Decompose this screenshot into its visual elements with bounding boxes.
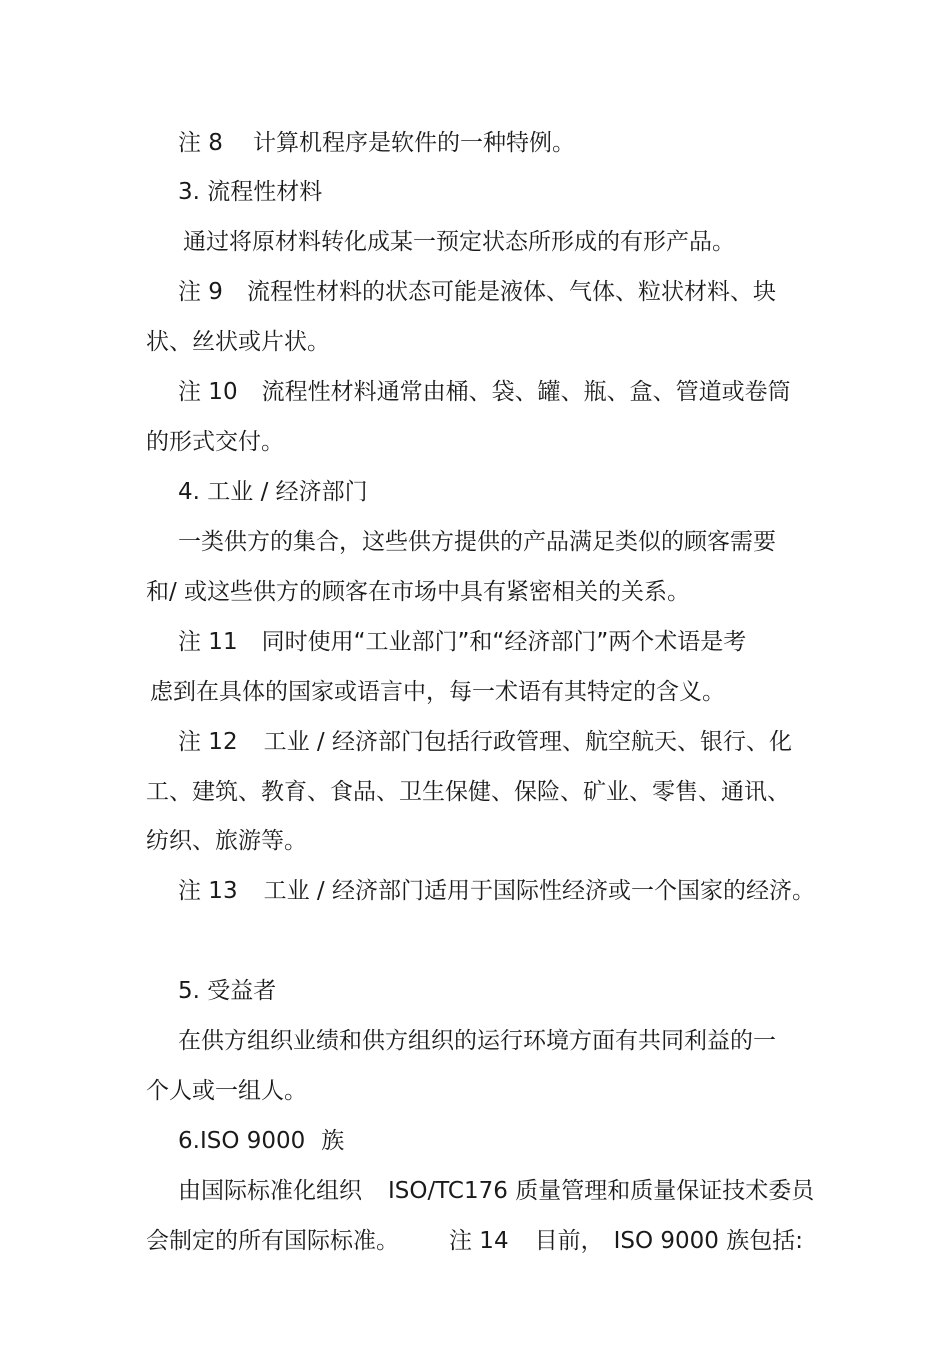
note-label: 注 10 [178, 379, 238, 405]
note-label: 注 9 [178, 279, 223, 305]
note-11-continued: 虑到在具体的国家或语言中，每一术语有其特定的含义。 [150, 679, 725, 705]
text-part: ISO/TC176 质量管理和质量保证技术委员 [388, 1178, 815, 1204]
note-text: 工业 / 经济部门包括行政管理、航空航天、银行、化 [263, 729, 792, 755]
note-label: 注 14 [449, 1228, 509, 1254]
note-label: 注 12 [178, 729, 238, 755]
note-12 [178, 727, 792, 757]
note-text: 目前， [534, 1228, 604, 1254]
note-text: 流程性材料通常由桶、袋、罐、瓶、盒、管道或卷筒 [261, 379, 791, 405]
definition-text [178, 1176, 814, 1206]
note-label: 注 13 [178, 878, 238, 904]
note-8 [178, 128, 575, 158]
section-heading-4: 4. 工业 / 经济部门 [178, 479, 368, 505]
note-text: 流程性材料的状态可能是液体、气体、粒状材料、块 [246, 279, 776, 305]
note-11 [178, 627, 746, 657]
note-text: 工业 / 经济部门适用于国际性经济或一个国家的经济。 [263, 878, 815, 904]
note-text: 计算机程序是软件的一种特例。 [252, 130, 575, 156]
text-part: 会制定的所有国际标准。 [146, 1228, 399, 1254]
definition-text-continued: 和/ 或这些供方的顾客在市场中具有紧密相关的关系。 [146, 579, 691, 605]
note-label: 注 8 [178, 130, 223, 156]
text-part: 由国际标准化组织 [178, 1178, 362, 1204]
definition-and-note-14 [146, 1226, 803, 1256]
section-heading-5: 5. 受益者 [178, 978, 277, 1004]
note-12-continued: 工、建筑、教育、食品、卫生保健、保险、矿业、零售、通讯、 [146, 779, 790, 805]
definition-text-continued: 个人或一组人。 [146, 1078, 307, 1104]
section-heading-3: 3. 流程性材料 [178, 179, 323, 205]
definition-text: 通过将原材料转化成某一预定状态所形成的有形产品。 [183, 229, 735, 255]
definition-text: 一类供方的集合，这些供方提供的产品满足类似的顾客需要 [178, 529, 776, 555]
note-text: 同时使用“工业部门”和“经济部门”两个术语是考 [261, 629, 747, 655]
note-label: 注 11 [178, 629, 238, 655]
definition-text: 在供方组织业绩和供方组织的运行环境方面有共同利益的一 [178, 1028, 776, 1054]
note-12-continued: 纺织、旅游等。 [146, 828, 307, 854]
note-13 [178, 876, 815, 906]
note-9 [178, 277, 776, 307]
note-10-continued: 的形式交付。 [146, 429, 284, 455]
section-heading-6 [178, 1126, 344, 1156]
note-9-continued: 状、丝状或片状。 [146, 329, 330, 355]
heading-text: 族 [321, 1128, 345, 1154]
note-10 [178, 377, 791, 407]
heading-number: 6.ISO 9000 [178, 1128, 306, 1154]
note-text: ISO 9000 族包括: [613, 1228, 803, 1254]
